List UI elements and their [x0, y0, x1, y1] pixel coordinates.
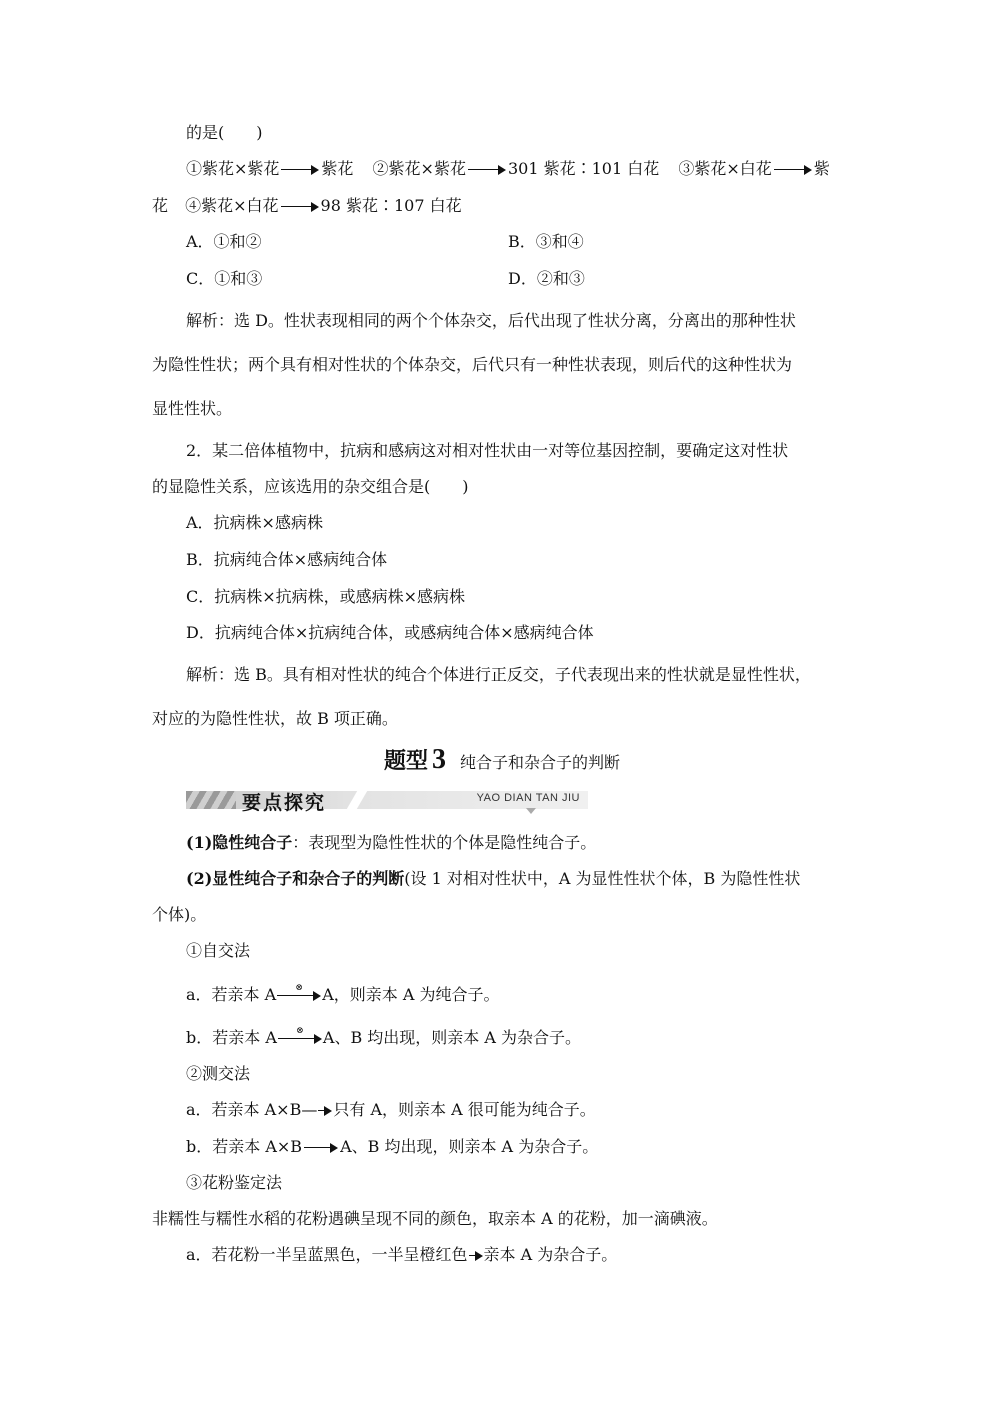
method-2-b-left: b．若亲本 A×B	[186, 1137, 303, 1156]
method-3-a-right: 亲本 A 为杂合子。	[483, 1245, 618, 1264]
q1-analysis-3: 显性性状。	[152, 399, 233, 418]
arrow-icon	[469, 1251, 483, 1261]
banner-pinyin: YAO DIAN TAN JIU	[476, 792, 580, 804]
point-2-wrap: 个体)。	[152, 905, 207, 924]
q1-stem-tail: 的是( )	[186, 123, 263, 142]
cross2-right: 301 紫花∶101 白花	[507, 159, 660, 178]
point-2-text: (设 1 对相对性状中，A 为显性性状个体，B 为隐性性状	[404, 869, 801, 888]
method-1-a-left: a．若亲本 A	[186, 985, 277, 1004]
q1-option-d: D．②和③	[508, 269, 585, 288]
method-3-a	[186, 1244, 617, 1266]
method-2-a-right: 只有 A，则亲本 A 很可能为纯合子。	[333, 1100, 596, 1119]
section-title-word: 题型	[384, 749, 429, 774]
q1-option-a: A．①和②	[186, 232, 262, 251]
cross1-left: ①紫花×紫花	[186, 159, 280, 178]
section-heading	[384, 744, 620, 776]
method-1-title: ①自交法	[186, 941, 251, 960]
cross4-right: 98 紫花∶107 白花	[320, 196, 462, 215]
q2-analysis-2: 对应的为隐性性状，故 B 项正确。	[152, 709, 398, 728]
cross4-left: ④紫花×白花	[185, 196, 279, 215]
banner-stripe	[186, 791, 236, 809]
method-2-a-left: a．若亲本 A×B—	[186, 1100, 318, 1119]
method-1-b-right: A、B 均出现，则亲本 A 为杂合子。	[322, 1028, 582, 1047]
cross3-right: 紫	[813, 159, 830, 178]
q2-option-b: B．抗病纯合体×感病纯合体	[186, 550, 388, 569]
selfing-arrow-icon	[277, 982, 321, 1001]
method-2-b-right: A、B 均出现，则亲本 A 为杂合子。	[340, 1137, 599, 1156]
cross3-left: ③紫花×白花	[678, 159, 772, 178]
q2-option-d: D．抗病纯合体×抗病纯合体，或感病纯合体×感病纯合体	[186, 623, 594, 642]
point-2	[186, 868, 800, 890]
q2-option-c: C．抗病株×抗病株，或感病株×感病株	[186, 587, 466, 606]
arrow-icon	[774, 165, 812, 175]
banner-tick-icon	[526, 808, 536, 814]
point-1-term: (1)隐性纯合子	[186, 833, 293, 852]
arrow-icon	[468, 165, 506, 175]
selfing-arrow-icon	[278, 1025, 322, 1044]
section-title-number: 3	[432, 744, 447, 775]
method-1-a	[186, 984, 499, 1006]
q1-option-c: C．①和③	[186, 269, 263, 288]
q2-stem-1: 2．某二倍体植物中，抗病和感病这对相对性状由一对等位基因控制，要确定这对性状	[186, 441, 789, 460]
method-2-a	[186, 1099, 596, 1121]
q1-crosses-line-2	[152, 195, 462, 217]
method-1-b-left: b．若亲本 A	[186, 1028, 277, 1047]
q1-crosses-line-1	[186, 158, 830, 180]
method-1-b	[186, 1027, 581, 1049]
method-2-title: ②测交法	[186, 1064, 251, 1083]
method-3-a-left: a．若花粉一半呈蓝黑色，一半呈橙红色	[186, 1245, 468, 1264]
q1-analysis-1: 解析：选 D。性状表现相同的两个个体杂交，后代出现了性状分离，分离出的那种性状	[186, 311, 796, 330]
q1-option-b: B．③和④	[508, 232, 584, 251]
arrow-icon	[281, 202, 319, 212]
q2-stem-2: 的显隐性关系，应该选用的杂交组合是( )	[152, 477, 469, 496]
point-2-term: (2)显性纯合子和杂合子的判断	[186, 869, 405, 888]
selfing-symbol: ⊗	[296, 1025, 304, 1036]
section-subtitle: 纯合子和杂合子的判断	[460, 753, 621, 772]
method-2-b	[186, 1136, 598, 1158]
q2-option-a: A．抗病株×感病株	[186, 513, 323, 532]
point-1	[186, 832, 596, 854]
cross2-left: ②紫花×紫花	[372, 159, 466, 178]
method-1-a-right: A，则亲本 A 为纯合子。	[322, 985, 500, 1004]
cross1-right: 紫花	[321, 159, 354, 178]
arrow-icon	[318, 1106, 332, 1116]
key-points-banner	[186, 788, 588, 812]
selfing-symbol: ⊗	[295, 982, 303, 993]
method-3-description: 非糯性与糯性水稻的花粉遇碘呈现不同的颜色，取亲本 A 的花粉，加一滴碘液。	[152, 1209, 718, 1228]
banner-label: 要点探究	[242, 792, 327, 814]
method-3-title: ③花粉鉴定法	[186, 1173, 283, 1192]
q1-analysis-2: 为隐性性状；两个具有相对性状的个体杂交，后代只有一种性状表现，则后代的这种性状为	[152, 355, 793, 374]
point-1-text: ：表现型为隐性性状的个体是隐性纯合子。	[292, 833, 597, 852]
arrow-icon	[281, 165, 319, 175]
arrow-icon	[304, 1143, 338, 1153]
q2-analysis-1: 解析：选 B。具有相对性状的纯合个体进行正反交，子代表现出来的性状就是显性性状，	[186, 665, 811, 684]
cross3-wrap: 花	[152, 196, 169, 215]
